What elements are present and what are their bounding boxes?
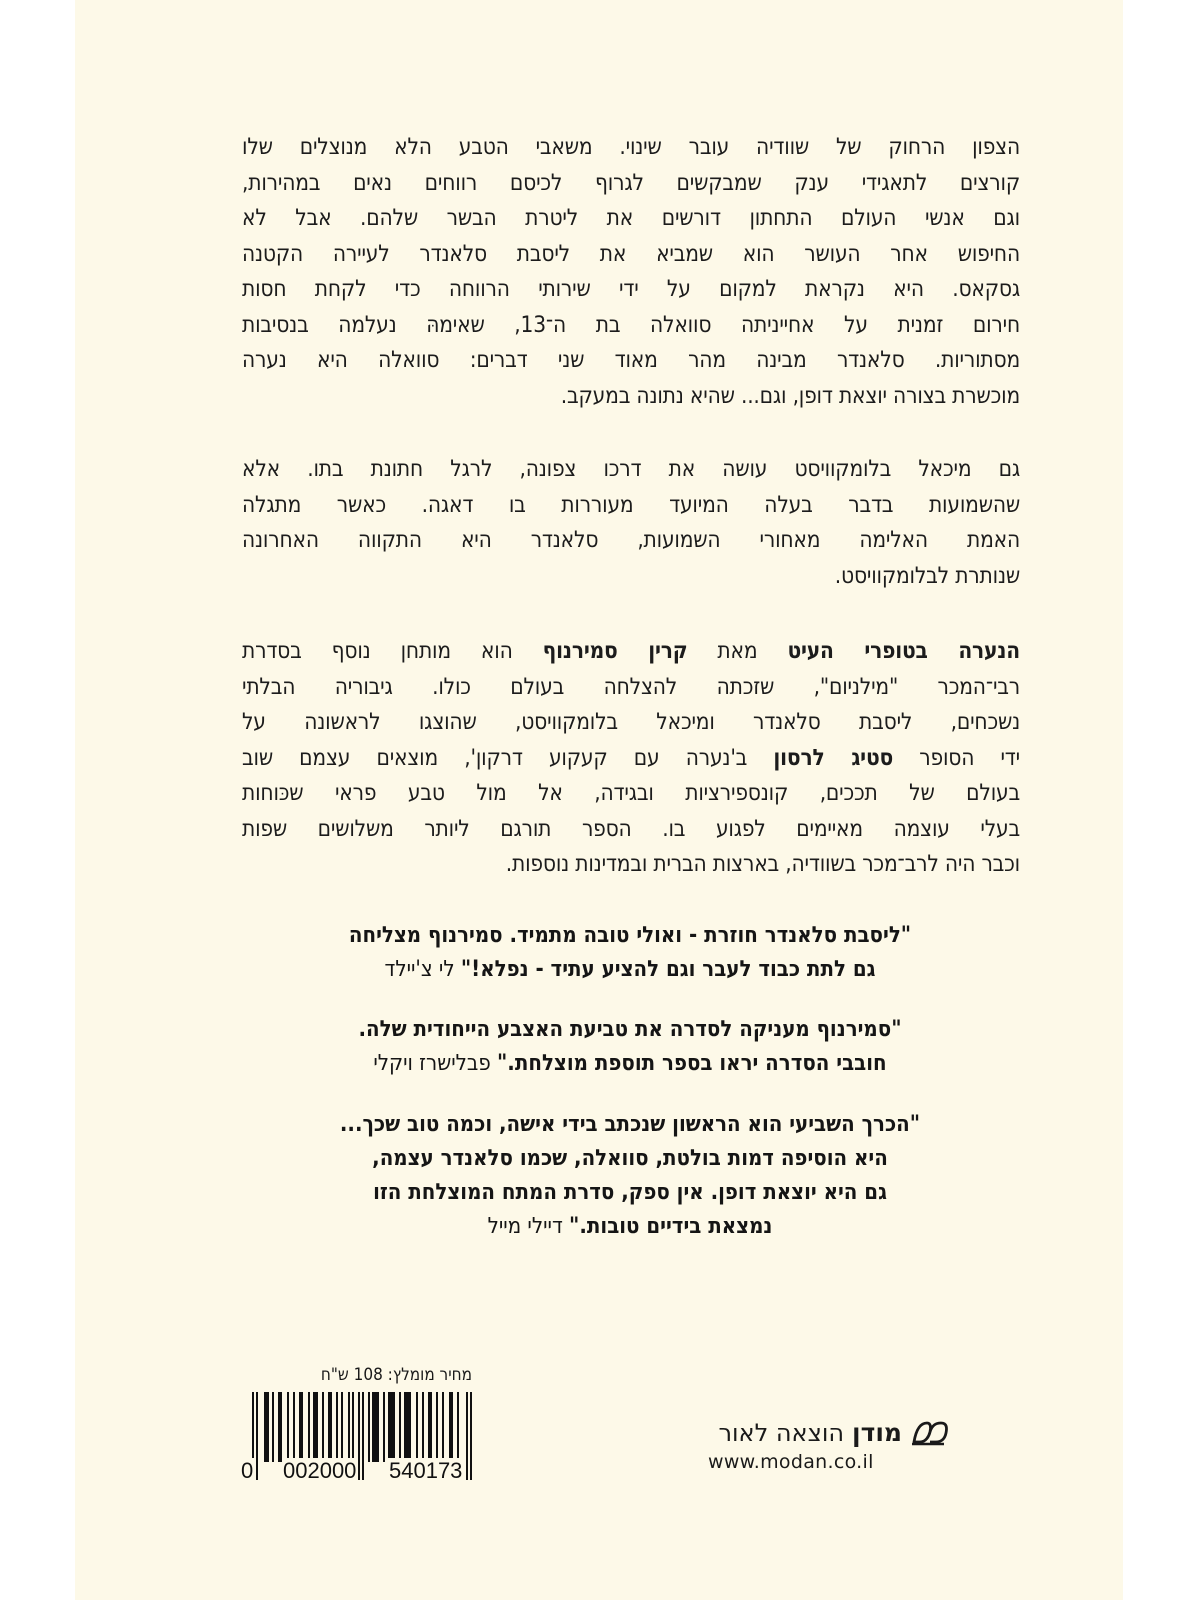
quote-line: חובבי הסדרה יראו בספר תוספת מוצלחת." פבלישרז ויקלי: [373, 1051, 887, 1076]
publisher-name: מודן: [852, 1418, 902, 1447]
review-quote-3: [240, 1108, 1020, 1244]
quote-line: גם היא יוצאת דופן. אין ספק, סדרת המתח המוצלחת הזו: [373, 1180, 887, 1205]
blurb-line: האמת האלימה מאחורי השמועות, סלאנדר היא התקווה האחרונה: [242, 527, 1020, 553]
blurb-line: שהשמועות בדבר בעלה המיועד מעוררות בו דאגה. כאשר מתגלה: [242, 491, 1020, 518]
blurb-line: שנותרת לבלומקוויסט.: [834, 562, 1020, 589]
open-book-icon: [910, 1420, 950, 1446]
book-title: הנערה בטופרי העיט: [787, 638, 1020, 664]
publisher-block: [700, 1418, 950, 1473]
quote-line: היא הוסיפה דמות בולטת, סוואלה, שכמו סלאנדר עצמה,: [372, 1146, 888, 1171]
blurb-line: נשכחים, ליסבת סלאנדר ומיכאל בלומקוויסט, שהוצגו לראשונה על: [242, 709, 1020, 735]
blurb-line: בעולם של תככים, קונספירציות ובגידה, אל מול טבע פראי שכּוחות: [242, 780, 1020, 806]
review-quote-1: [240, 919, 1020, 987]
publisher-url[interactable]: www.modan.co.il: [708, 1451, 874, 1473]
blurb-line: גם מיכאל בלומקוויסט עושה את דרכו צפונה, לרגל חתונת בתו. אלא: [242, 456, 1020, 482]
barcode-group-2: 540173: [389, 1458, 463, 1483]
blurb-paragraph-2: [242, 452, 1020, 594]
quote-source: לי צ'יילד: [384, 957, 461, 982]
blurb-line: ידי הסופר סטיג לרסון ב'נערה עם קעקוע דרקון', מוצאים עצמם שוב: [242, 744, 1020, 771]
quote-line: נמצאת בידיים טובות." דיילי מייל: [487, 1214, 773, 1239]
review-quote-2: [240, 1013, 1020, 1081]
blurb-line: רבי־המכר "מילניום", שזכתה להצלחה בעולם כולו. גיבוריה הבלתי: [242, 673, 1020, 700]
blurb-line: חירום זמנית על אחייניתה סוואלה בת ה־13, שאימהּ נעלמה בנסיבות: [242, 311, 1021, 338]
blurb-paragraph-3: [242, 634, 1020, 883]
blurb-line: וכבר היה לרב־מכר בשוודיה, בארצות הברית ובמדינות נוספות.: [505, 851, 1020, 877]
barcode-lead-digit: 0: [241, 1458, 254, 1483]
blurb-line: מסתוריות. סלאנדר מבינה מהר מאוד שני דברים: סוואלה היא נערה: [242, 347, 1020, 373]
blurb-line: בעלי עוצמה מאיימים לפגוע בו. הספר תורגם ליותר משלושים שפות: [242, 815, 1020, 842]
blurb-paragraph-1: [242, 130, 1020, 414]
blurb-line: גסקאס. היא נקראת למקום על ידי שירותי הרווחה כדי לקחת חסות: [242, 276, 1020, 302]
blurb-line: מוכשרת בצורה יוצאת דופן, וגם... שהיא נתונה במעקב.: [560, 382, 1020, 409]
quote-source: פבלישרז ויקלי: [373, 1051, 497, 1076]
quote-line: "הכרך השביעי הוא הראשון שנכתב בידי אישה, וכמה טוב שכך...: [339, 1112, 921, 1137]
blurb-line: הצפון הרחוק של שוודיה עובר שינוי. משאבי הטבע הלא מנוצלים שלו: [242, 134, 1020, 160]
blurb-line: וגם אנשי העולם התחתון דורשים את ליטרת הבשר שלהם. אבל לא: [242, 205, 1020, 231]
recommended-price: מחיר מומלץ: 108 ש"ח: [320, 1365, 472, 1385]
quote-line: "ליסבת סלאנדר חוזרת - ואולי טובה מתמיד. סמירנוף מצליחה: [348, 923, 912, 948]
quote-line: "סמירנוף מעניקה לסדרה את טביעת האצבע הייחודית שלה.: [358, 1017, 902, 1042]
blurb-line: החיפוש אחר העושר הוא שמביא את ליסבת סלאנדר לעיירה הקטנה: [242, 240, 1020, 267]
quote-source: דיילי מייל: [487, 1214, 570, 1239]
quote-line: גם לתת כבוד לעבר וגם להציע עתיד - נפלא!" לי צ'יילד: [384, 957, 876, 982]
blurb-line: קורצים לתאגידי ענק שמבקשים לגרוף לכיסם רווחים נאים במהירות,: [242, 169, 1020, 196]
author-name: קרין סמירנוף: [542, 638, 688, 664]
barcode-number: [240, 1458, 480, 1488]
barcode-group-1: 002000: [283, 1458, 357, 1483]
blurb-line: הנערה בטופרי העיט מאת קרין סמירנוף הוא מותחן נוסף בסדרת: [242, 638, 1020, 664]
publisher-tagline: הוצאה לאור: [718, 1418, 845, 1447]
original-author-name: סטיג לרסון: [773, 744, 894, 771]
